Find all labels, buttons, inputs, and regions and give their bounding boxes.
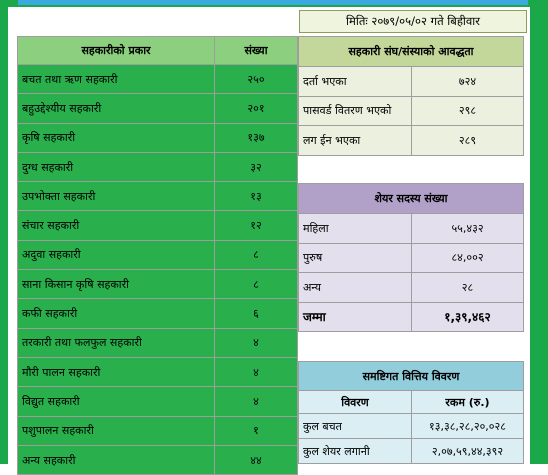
cooperative-type: कृषि सहकारी bbox=[18, 123, 215, 152]
total-value: १,३९,४६२ bbox=[412, 302, 524, 332]
financial-value: १३,३८,२८,२०,०२८ bbox=[412, 414, 524, 439]
financial-value: २,०७,५९,४४,३९२ bbox=[412, 439, 524, 464]
cooperative-count: ४ bbox=[215, 387, 298, 416]
table-row bbox=[18, 240, 298, 269]
cooperative-count: ४ bbox=[215, 328, 298, 357]
cooperative-count: ४ bbox=[215, 357, 298, 386]
cooperative-count: १२ bbox=[215, 211, 298, 240]
table-row bbox=[18, 357, 298, 386]
cooperative-count: २०१ bbox=[215, 94, 298, 123]
table-row bbox=[299, 67, 524, 97]
right-border bbox=[530, 0, 548, 464]
header-banner bbox=[18, 0, 528, 5]
cooperative-count: ८ bbox=[215, 240, 298, 269]
cooperative-type: अन्य सहकारी bbox=[18, 445, 215, 474]
header-type: सहकारीको प्रकार bbox=[18, 37, 215, 65]
cooperative-count: १ bbox=[215, 416, 298, 445]
membership-value: २८९ bbox=[412, 126, 524, 156]
cooperative-type: कफी सहकारी bbox=[18, 299, 215, 328]
table-row bbox=[18, 270, 298, 299]
cooperative-count: ४४ bbox=[215, 445, 298, 474]
shareholders-table bbox=[298, 183, 524, 332]
cooperative-type: बहुउद्देश्यीय सहकारी bbox=[18, 94, 215, 123]
table-row bbox=[299, 273, 524, 303]
header-count: संख्या bbox=[215, 37, 298, 65]
cooperative-type: बचत तथा ऋण सहकारी bbox=[18, 65, 215, 94]
financial-table bbox=[298, 361, 524, 464]
table-row bbox=[18, 299, 298, 328]
membership-value: ७२४ bbox=[412, 67, 524, 97]
membership-table bbox=[298, 36, 524, 156]
financial-col-item: विवरण bbox=[299, 391, 412, 414]
cooperative-type: मौरी पालन सहकारी bbox=[18, 357, 215, 386]
cooperative-type: पशुपालन सहकारी bbox=[18, 416, 215, 445]
cooperative-count: ३२ bbox=[215, 152, 298, 181]
table-row bbox=[18, 152, 298, 181]
shareholder-label: पुरुष bbox=[299, 243, 412, 273]
financial-label: कुल शेयर लगानी bbox=[299, 439, 412, 464]
cooperative-count: ६ bbox=[215, 299, 298, 328]
membership-label: पासवर्ड वितरण भएको bbox=[299, 96, 412, 126]
cooperative-count: १३ bbox=[215, 182, 298, 211]
financial-title: समष्टिगत वित्तिय विवरण bbox=[299, 362, 524, 391]
table-row bbox=[18, 65, 298, 94]
cooperative-type: तरकारी तथा फलफुल सहकारी bbox=[18, 328, 215, 357]
date-label: मितिः २०७९/०५/०२ गते बिहीवार bbox=[299, 10, 527, 33]
cooperative-type: उपभोक्ता सहकारी bbox=[18, 182, 215, 211]
membership-title: सहकारी संघ/संस्याको आवद्धता bbox=[299, 37, 524, 67]
cooperative-type: दुग्ध सहकारी bbox=[18, 152, 215, 181]
table-row bbox=[18, 328, 298, 357]
table-row bbox=[18, 182, 298, 211]
cooperative-type: संचार सहकारी bbox=[18, 211, 215, 240]
table-row bbox=[299, 439, 524, 464]
cooperative-count: २५० bbox=[215, 65, 298, 94]
cooperative-types-table bbox=[17, 36, 298, 475]
shareholders-title: शेयर सदस्य संख्या bbox=[299, 184, 524, 214]
table-row bbox=[299, 96, 524, 126]
table-row bbox=[299, 243, 524, 273]
table-row bbox=[18, 211, 298, 240]
table-row bbox=[18, 387, 298, 416]
table-row bbox=[18, 416, 298, 445]
cooperative-type: साना किसान कृषि सहकारी bbox=[18, 270, 215, 299]
left-border bbox=[0, 0, 8, 464]
financial-label: कुल बचत bbox=[299, 414, 412, 439]
shareholder-label: अन्य bbox=[299, 273, 412, 303]
financial-col-amount: रकम (रु.) bbox=[412, 391, 524, 414]
cooperative-type: अदुवा सहकारी bbox=[18, 240, 215, 269]
shareholder-value: ८४,००२ bbox=[412, 243, 524, 273]
shareholder-value: ५५,४३२ bbox=[412, 214, 524, 244]
total-row bbox=[299, 302, 524, 332]
table-row bbox=[299, 126, 524, 156]
cooperative-count: १३७ bbox=[215, 123, 298, 152]
table-row bbox=[18, 94, 298, 123]
table-row bbox=[299, 214, 524, 244]
cooperative-type: विद्युत सहकारी bbox=[18, 387, 215, 416]
total-label: जम्मा bbox=[299, 302, 412, 332]
table-row bbox=[18, 445, 298, 474]
table-row bbox=[299, 414, 524, 439]
cooperative-count: ८ bbox=[215, 270, 298, 299]
membership-label: लग ईन भएका bbox=[299, 126, 412, 156]
membership-label: दर्ता भएका bbox=[299, 67, 412, 97]
shareholder-value: २८ bbox=[412, 273, 524, 303]
table-row bbox=[18, 123, 298, 152]
shareholder-label: महिला bbox=[299, 214, 412, 244]
membership-value: २९८ bbox=[412, 96, 524, 126]
